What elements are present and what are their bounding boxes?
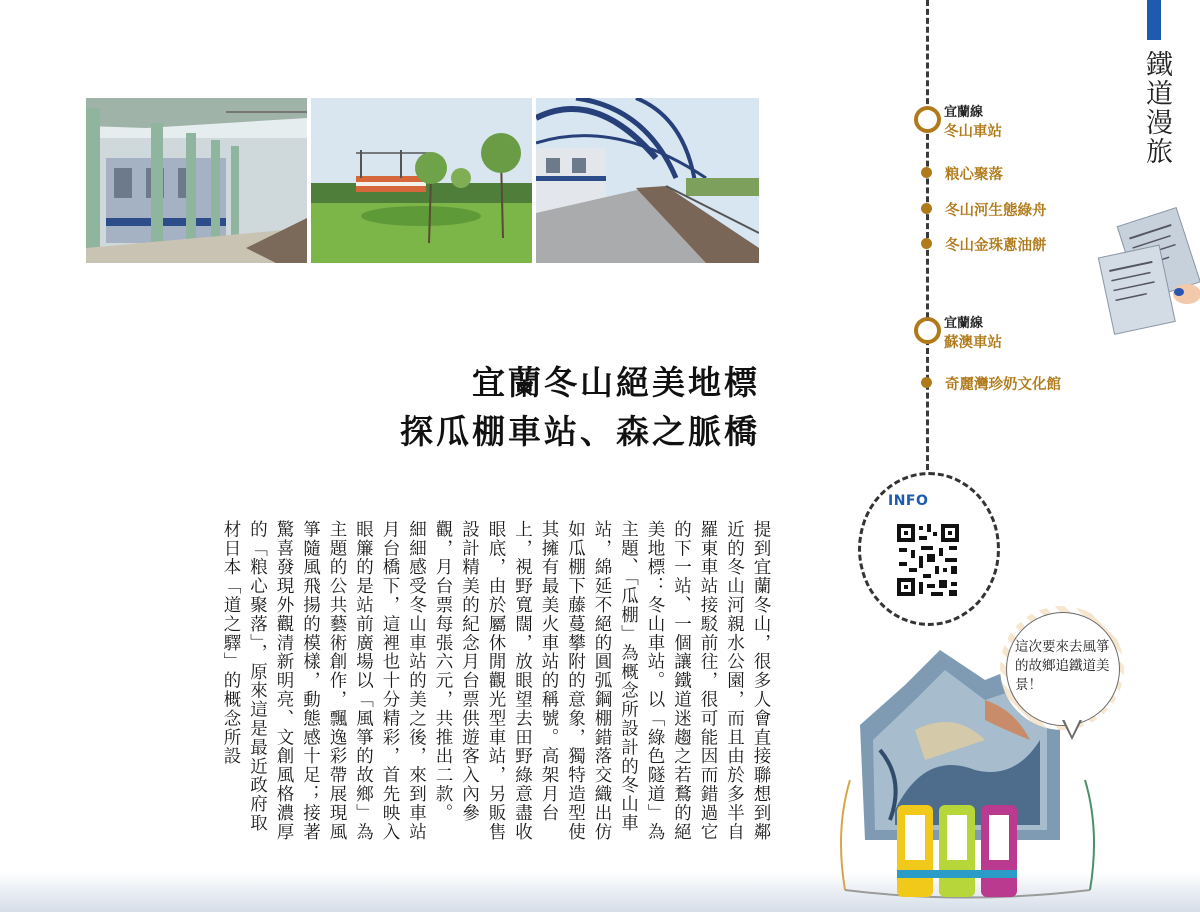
platform-photo [86,98,307,263]
station1-line: 宜蘭線 [944,105,984,120]
article-body [84,503,774,848]
stop-dot-icon [921,203,932,214]
section-accent-bar [1147,0,1161,40]
article-title-line1: 宜蘭冬山絕美地標 [472,363,760,402]
station-marker-icon [914,317,941,344]
station2-name: 蘇澳車站 [944,335,1002,351]
stop-name: 粮心聚落 [945,167,1003,183]
speech-bubble-text: 這次要來去風箏的故鄉追鐵道美景！ [1015,639,1110,693]
arch-platform-photo [536,98,759,263]
park-train-photo [311,98,532,263]
station-marker-icon [914,106,941,133]
stop-dot-icon [921,167,932,178]
body-paragraph-1: 提到宜蘭冬山，很多人會直接聯想到鄰近的冬山河親水公園，而且由於多半自羅東車站接駁前往，很可能因而錯過它的下一站、一個讓鐵道迷趨之若鶩的絕美地標：冬山車站。以「綠色隧道」為主題、「瓜棚」為概念所設計的冬山車站，綿延不絕的圓弧鋼棚錯落交織出仿如瓜棚下藤蔓攀附的意象，獨特造型使其擁有最美火車站的稱號。高架月台上，視野寬闊，放眼望去田野綠意盡收眼底，由於屬休閒觀光型車站，另販售設計精美的紀念月台票供遊客入內參觀，月台票每張六元，共推出二款。 [433,520,771,842]
station1-name: 冬山車站 [944,124,1002,140]
stop-name: 冬山河生態綠舟 [945,203,1047,219]
stop-dot-icon [921,238,932,249]
station2-line: 宜蘭線 [944,316,984,331]
stop-name: 奇麗灣珍奶文化館 [945,377,1061,393]
qr-code-icon[interactable] [895,522,961,598]
stop-dot-icon [921,377,932,388]
info-label: INFO [888,493,929,509]
speech-bubble-tail-fill [1064,719,1080,736]
train-tickets-icon [1095,196,1200,336]
article-title-line2: 探瓜棚車站、森之脈橋 [400,412,760,451]
route-line [926,0,929,470]
section-label: 鐵道漫旅 [1141,50,1172,166]
stop-name: 冬山金珠蔥油餅 [945,238,1047,254]
body-paragraph-2: 細細感受冬山車站的美之後，來到車站月台橋下，這裡也十分精彩，首先映入眼簾的是站前廣場以「風箏的故鄉」為主題的公共藝術創作，飄逸彩帶展現風箏隨風飛揚的模樣，動態感十足；接著驚喜發現外觀清新明亮、文創風格濃厚的「粮心聚落」，原來這是最近政府取材日本「道之驛」的概念所設 [221,520,427,842]
